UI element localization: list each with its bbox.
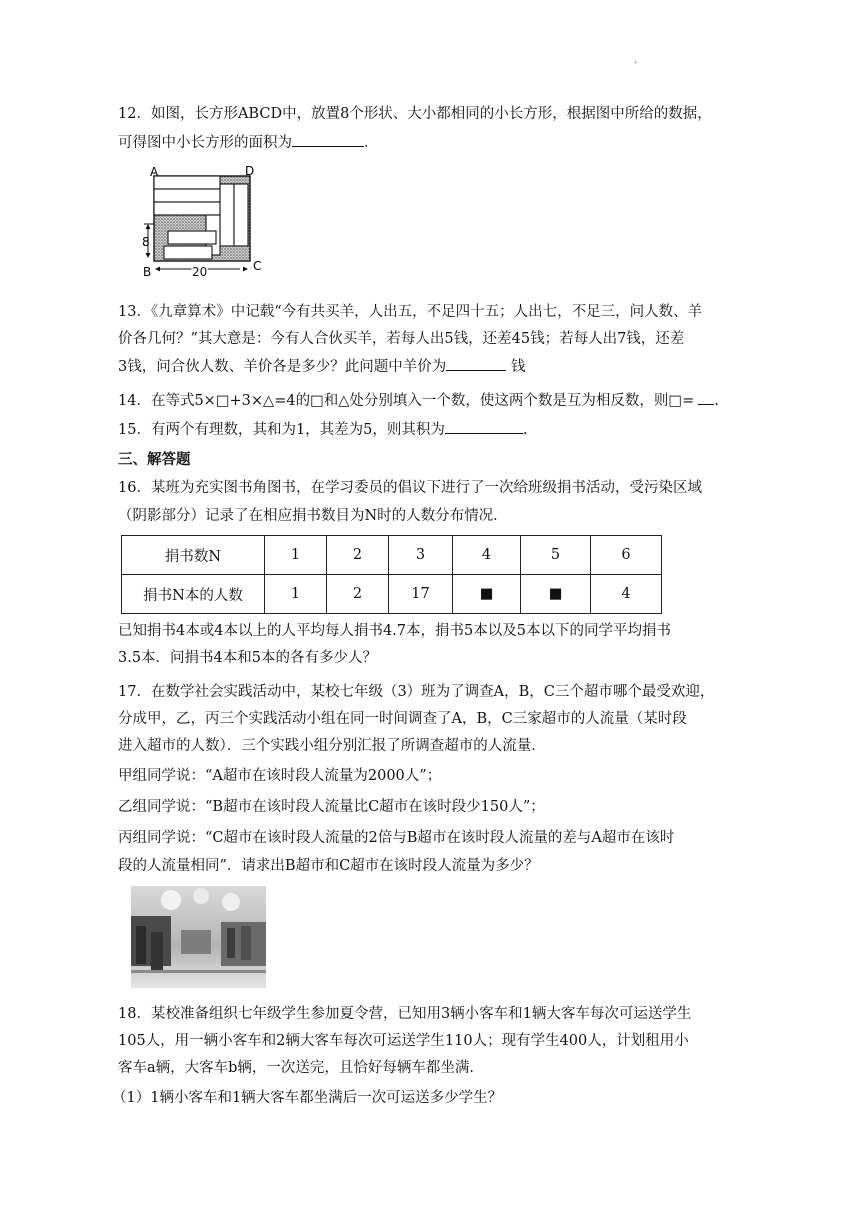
q13-line1: 13．《九章算术》中记载“今有共买羊，人出五，不足四十五；人出七，不足三，问人数、羊	[118, 304, 703, 320]
table-cell: 4	[591, 575, 662, 614]
label-c: C	[253, 259, 262, 273]
table-cell: ■	[453, 575, 521, 614]
height-label: 8	[142, 235, 150, 249]
q12-line1: 12．如图，长方形ABCD中，放置8个形状、大小都相同的小长方形，根据图中所给的数据，	[118, 106, 712, 122]
table-cell: 捐书N本的人数	[122, 575, 265, 614]
table-cell: 捐书数N	[122, 536, 265, 575]
small-rect-4	[220, 184, 234, 246]
table-cell: 17	[389, 575, 453, 614]
q14-line	[118, 390, 738, 411]
q15-line	[118, 419, 738, 440]
q17-line5: 乙组同学说：“B超市在该时段人流量比C超市在该时段少150人”；	[118, 799, 545, 815]
q17-line6: 丙组同学说：“C超市在该时段人流量的2倍与B超市在该时段人流量的差与A超市在该时	[118, 830, 675, 846]
table-cell: 2	[327, 575, 389, 614]
q13-line2: 价各几何？”其大意是：今有人合伙买羊，若每人出5钱，还差45钱；若每人出7钱，还差	[118, 331, 685, 347]
table-cell: 2	[327, 536, 389, 575]
q13-line3-end: 钱	[510, 359, 526, 375]
height-arrow-down	[146, 253, 151, 258]
q12-answer-blank[interactable]	[292, 132, 364, 147]
q15-end: .	[522, 422, 528, 438]
q12-line2-end: ．	[364, 135, 379, 151]
q17-line7: 段的人流量相同”．请求出B超市和C超市在该时段人流量为多少？	[118, 858, 539, 874]
q13-answer-blank[interactable]	[446, 356, 506, 371]
table-cell: 3	[389, 536, 453, 575]
label-b: B	[143, 265, 152, 279]
table-cell: 1	[265, 536, 327, 575]
small-rect-2	[154, 189, 220, 202]
width-arrow-left	[155, 267, 160, 272]
q12-rectangle-figure	[140, 164, 270, 280]
table-cell: 6	[591, 536, 662, 575]
q13-line3-text: 3钱，问合伙人数、羊价各是多少？此问题中羊价为	[118, 359, 447, 375]
table-row	[122, 536, 662, 575]
corner-mark: ·	[634, 58, 638, 69]
small-rect-8	[164, 246, 212, 259]
table-cell: 1	[265, 575, 327, 614]
small-rect-5	[234, 184, 248, 246]
book-donation-table	[121, 535, 662, 614]
q16-line4: 3.5本．问捐书4本和5本的各有多少人？	[118, 650, 378, 666]
table-cell: 4	[453, 536, 521, 575]
q15-answer-blank[interactable]	[445, 419, 523, 434]
width-label: 20	[192, 265, 208, 279]
small-rect-3	[154, 202, 220, 215]
q13-line3	[118, 356, 738, 377]
section-heading: 三、解答题	[118, 452, 191, 468]
q12-line2-text: 可得图中小长方形的面积为	[118, 135, 292, 151]
q16-line2: （阴影部分）记录了在相应捐书数目为N时的人数分布情况．	[118, 508, 508, 524]
width-arrow-right	[243, 267, 248, 272]
q14-answer-blank[interactable]	[698, 390, 714, 405]
height-arrow-up	[146, 224, 151, 229]
q16-line1: 16．某班为充实图书角图书，在学习委员的倡议下进行了一次给班级捐书活动，受污染区域	[118, 480, 702, 496]
q18-line3: 客车a辆，大客车b辆，一次送完，且恰好每辆车都坐满．	[118, 1060, 484, 1076]
q18-line1: 18．某校准备组织七年级学生参加夏令营，已知用3辆小客车和1辆大客车每次可运送学生	[118, 1006, 692, 1022]
q17-line1: 17．在数学社会实践活动中，某校七年级（3）班为了调查A，B，C三个超市哪个最受欢迎，	[118, 684, 715, 700]
q18-line4: （1）1辆小客车和1辆大客车都坐满后一次可运送多少学生？	[112, 1090, 503, 1106]
q17-line3: 进入超市的人数）．三个实践小组分别汇报了所调查超市的人流量．	[118, 738, 546, 754]
q15-text: 15．有两个有理数，其和为1，其差为5，则其积为	[118, 422, 445, 438]
q17-line2: 分成甲，乙，丙三个实践活动小组在同一时间调查了A，B，C三家超市的人流量（某时段	[118, 711, 687, 727]
q14-text: 14．在等式5×□+3×△=4的□和△处分别填入一个数，使这两个数是互为相反数，则□=	[118, 393, 695, 409]
q18-line2: 105人，用一辆小客车和2辆大客车每次可运送学生110人；现有学生400人，计划租用小	[118, 1033, 689, 1049]
table-row	[122, 575, 662, 614]
supermarket-photo	[131, 886, 266, 988]
small-rect-1	[154, 176, 220, 189]
q14-end: .	[714, 393, 719, 409]
table-cell: 5	[521, 536, 591, 575]
label-d: D	[245, 164, 255, 178]
table-cell: ■	[521, 575, 591, 614]
small-rect-7	[168, 231, 216, 244]
q17-line4: 甲组同学说：“A超市在该时段人流量为2000人”；	[118, 768, 442, 784]
q12-line2	[118, 132, 738, 153]
q16-line3: 已知捐书4本或4本以上的人平均每人捐书4.7本，捐书5本以及5本以下的同学平均捐书	[118, 623, 671, 639]
label-a: A	[150, 165, 159, 179]
